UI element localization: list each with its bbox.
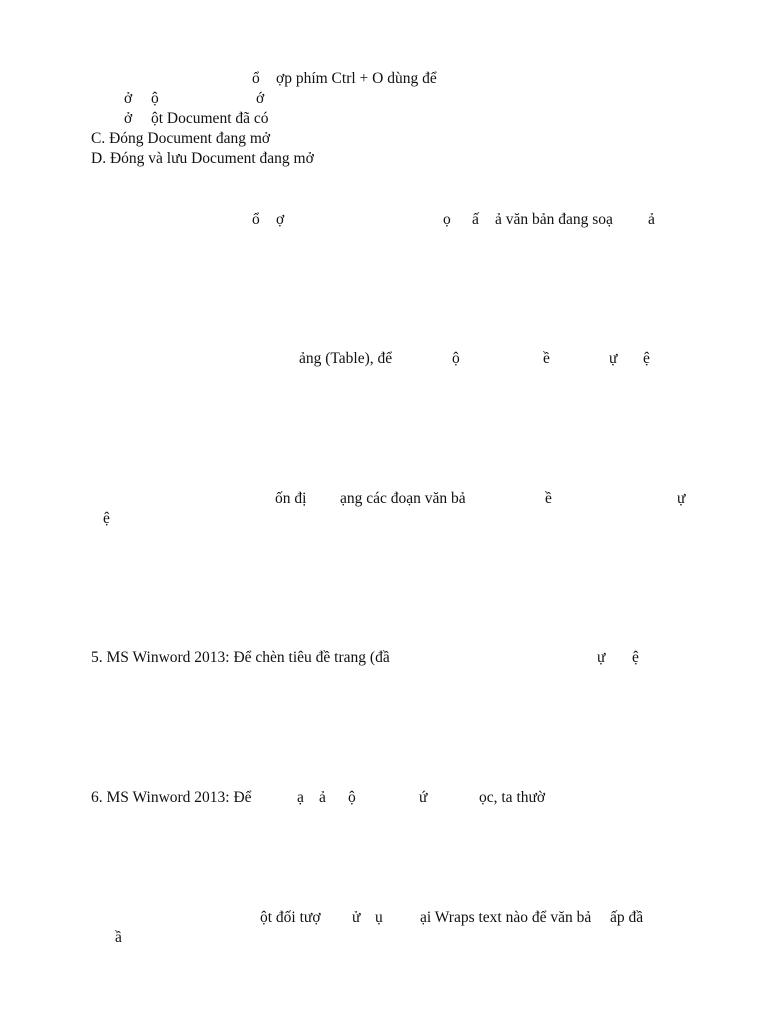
answer-c-text: C. Đóng Document đang mở	[91, 130, 271, 147]
text-fragment: ệ	[632, 649, 639, 666]
text-fragment: ở	[124, 110, 133, 127]
text-fragment: ệ	[643, 350, 650, 367]
text-fragment: ợ	[276, 211, 285, 228]
text-fragment: ụ	[375, 909, 383, 926]
text-fragment: ộ	[452, 350, 460, 367]
question-6-text: 6. MS Winword 2013: Để	[91, 789, 252, 806]
question-1-text: ợp phím Ctrl + O dùng để	[276, 70, 437, 87]
question-4-text: ạng các đoạn văn bả	[340, 490, 466, 507]
text-fragment: ổ	[252, 211, 260, 228]
text-fragment: ộ	[348, 789, 356, 806]
question-2-text: ả văn bản đang soạ	[495, 211, 613, 228]
text-fragment: ộ	[151, 90, 159, 107]
text-fragment: ự	[609, 350, 618, 367]
text-fragment: ở	[124, 90, 133, 107]
text-fragment: ấp đầ	[610, 909, 644, 926]
text-fragment: ứ	[419, 789, 428, 806]
text-fragment: ầ	[115, 929, 122, 946]
question-7-text: ột đối tượ	[260, 909, 321, 926]
answer-d-text: D. Đóng và lưu Document đang mở	[91, 150, 314, 167]
answer-b-text: ột Document đã có	[151, 110, 269, 127]
text-fragment: ề	[545, 490, 552, 507]
text-fragment: ọ	[443, 211, 451, 228]
text-fragment: ệ	[103, 510, 110, 527]
text-fragment: ề	[543, 350, 550, 367]
text-fragment: ốn đị	[275, 490, 307, 507]
text-fragment: ả	[648, 211, 655, 228]
text-fragment: ự	[677, 490, 686, 507]
text-fragment: ấ	[472, 211, 479, 228]
text-fragment: ổ	[252, 70, 260, 87]
text-fragment: ại Wraps text nào để văn bả	[420, 909, 592, 926]
text-fragment: ọc, ta thườ	[479, 789, 546, 806]
question-3-text: ảng (Table), để	[299, 350, 393, 367]
question-5-text: 5. MS Winword 2013: Để chèn tiêu đề trang (đầ	[91, 649, 390, 666]
text-fragment: ớ	[256, 90, 265, 107]
text-fragment: ự	[597, 649, 606, 666]
text-fragment: ử	[352, 909, 361, 926]
text-fragment: ạ	[297, 789, 304, 806]
text-fragment: ả	[319, 789, 326, 806]
